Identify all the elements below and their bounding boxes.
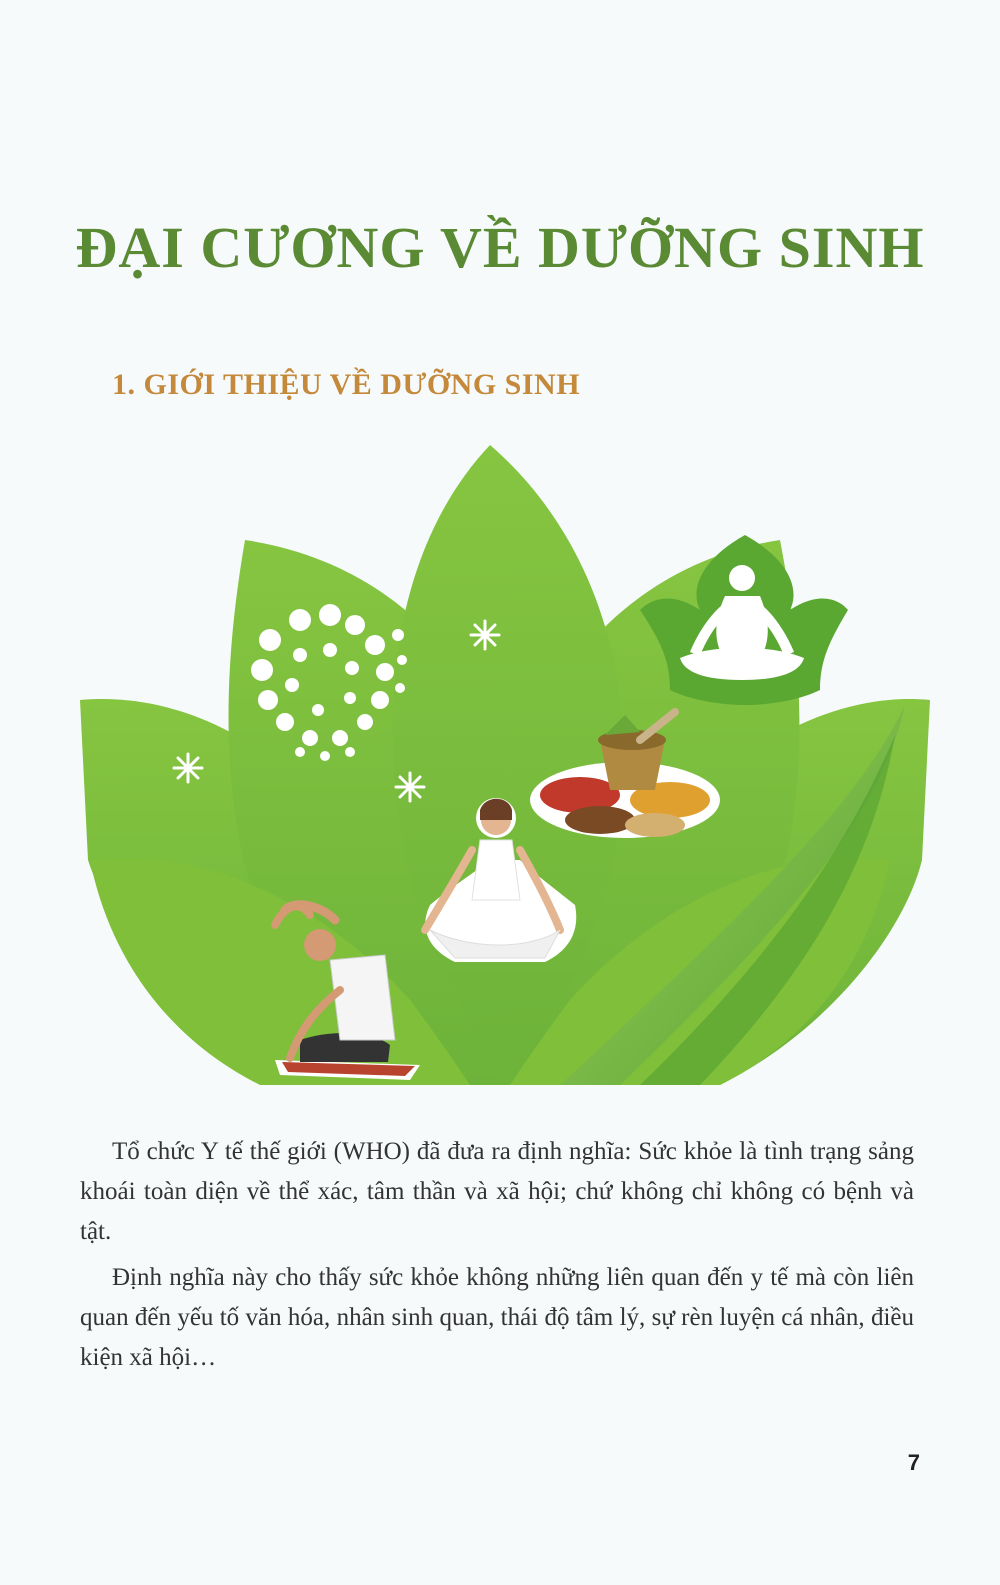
page-number: 7 bbox=[907, 1450, 920, 1475]
paragraph: Định nghĩa này cho thấy sức khỏe không những liên quan đến y tế mà còn liên quan đến yếu tố văn hóa, nhân sinh quan, thái độ tâm lý, sự rèn luyện cá nhân, điều kiện xã hội… bbox=[80, 1264, 914, 1371]
section-heading: 1. GIỚI THIỆU VỀ DƯỠNG SINH bbox=[112, 368, 581, 401]
lotus-illustration bbox=[0, 430, 1000, 1110]
paragraph: Tổ chức Y tế thế giới (WHO) đã đưa ra định nghĩa: Sức khỏe là tình trạng sảng khoái toàn diện về thể xác, tâm thần và xã hội; chứ không chỉ không có bệnh và tật. bbox=[80, 1138, 914, 1245]
meditation-icon bbox=[640, 535, 848, 705]
lotus-icon bbox=[80, 445, 930, 1085]
page-title: ĐẠI CƯƠNG VỀ DƯỠNG SINH bbox=[75, 215, 925, 280]
